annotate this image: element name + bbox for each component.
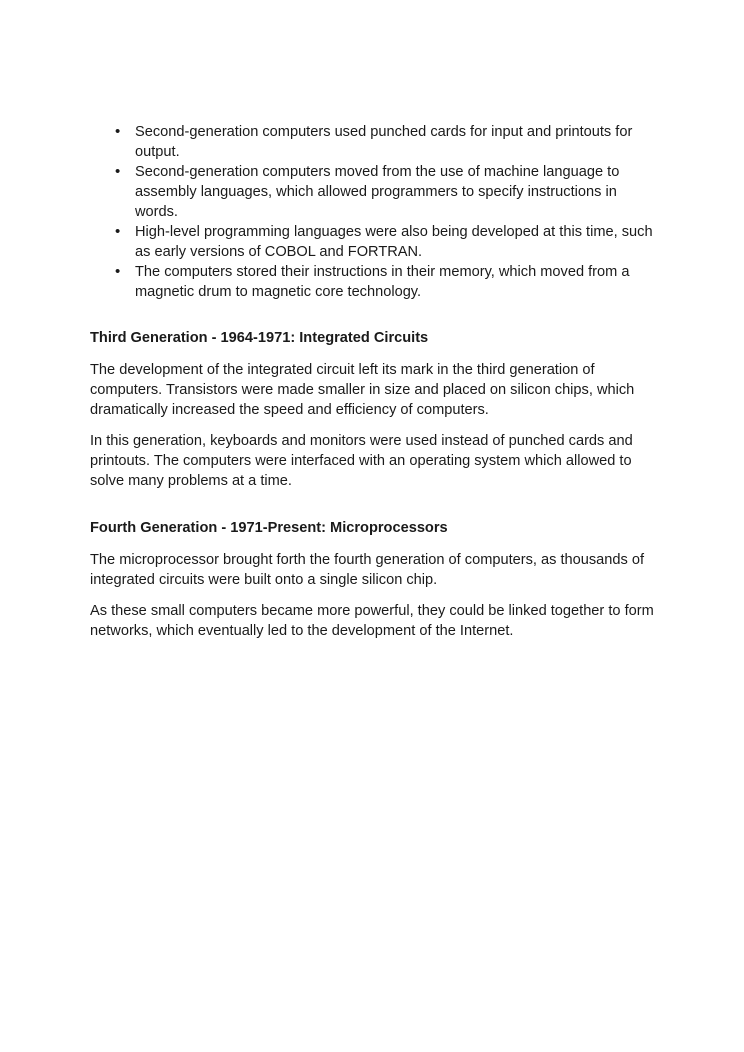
- fourth-generation-paragraph-1: The microprocessor brought forth the fourth generation of computers, as thousands of integrated circuits were built onto a single silicon chip.: [90, 552, 645, 588]
- list-item: [90, 162, 660, 222]
- third-generation-paragraph-1: The development of the integrated circuit left its mark in the third generation of computers. Transistors were made smaller in size and placed on silicon chips, which dramatically increased the speed and efficiency of computers.: [90, 362, 635, 418]
- list-item-text: Second-generation computers moved from the use of machine language to assembly languages, which allowed programmers to specify instructions in words.: [135, 164, 620, 220]
- second-generation-bullet-list: [90, 122, 660, 302]
- list-item: [90, 222, 660, 262]
- third-generation-heading: Third Generation - 1964-1971: Integrated Circuits: [90, 330, 429, 346]
- fourth-generation-heading: Fourth Generation - 1971-Present: Microprocessors: [90, 520, 448, 536]
- bullet-icon: •: [115, 263, 121, 280]
- list-item-text: High-level programming languages were also being developed at this time, such as early versions of COBOL and FORTRAN.: [135, 224, 653, 260]
- fourth-generation-section: [90, 518, 660, 641]
- list-item: [90, 122, 660, 162]
- list-item-text: Second-generation computers used punched cards for input and printouts for output.: [135, 124, 633, 160]
- third-generation-paragraph-2: In this generation, keyboards and monitors were used instead of punched cards and printouts. The computers were interfaced with an operating system which allowed to solve many problems at a time.: [90, 433, 633, 489]
- bullet-icon: •: [115, 123, 121, 140]
- bullet-icon: •: [115, 163, 121, 180]
- document-page: [90, 122, 660, 641]
- fourth-generation-paragraph-2: As these small computers became more powerful, they could be linked together to form networks, which eventually led to the development of the Internet.: [90, 603, 654, 639]
- list-item-text: The computers stored their instructions in their memory, which moved from a magnetic drum to magnetic core technology.: [135, 264, 630, 300]
- list-item: [90, 262, 660, 302]
- bullet-icon: •: [115, 223, 121, 240]
- third-generation-section: [90, 328, 660, 491]
